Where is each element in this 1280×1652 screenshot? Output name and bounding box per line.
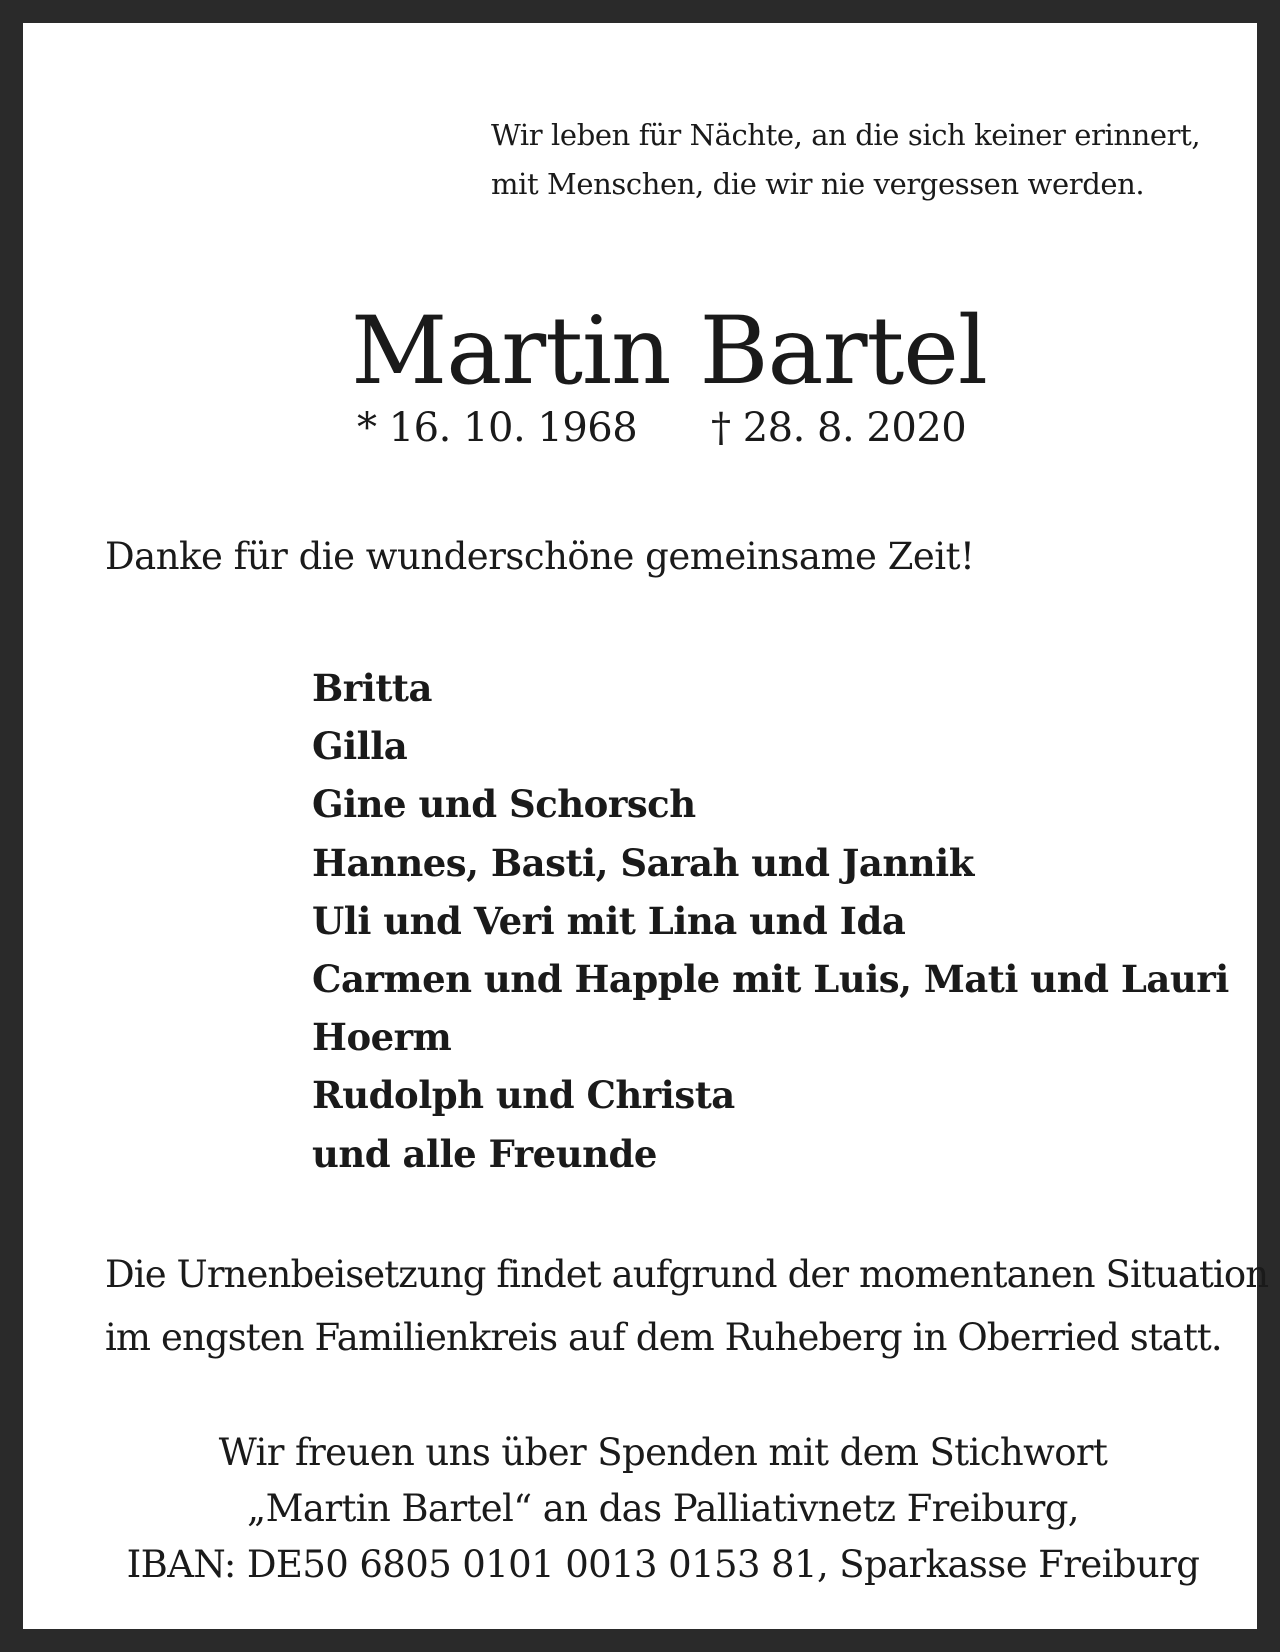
birth-date: * 16. 10. 1968	[357, 405, 638, 451]
mourner-entry: Hoerm	[312, 1015, 452, 1060]
burial-line: Die Urnenbeisetzung findet aufgrund der momentanen Situation	[105, 1253, 1269, 1296]
mourner-entry: Carmen und Happle mit Luis, Mati und Lauri	[312, 957, 1229, 1002]
mourner-entry: Uli und Veri mit Lina und Ida	[312, 898, 906, 943]
mourner-entry: Rudolph und Christa	[312, 1073, 735, 1118]
motto-line: mit Menschen, die wir nie vergessen werden.	[491, 167, 1145, 201]
death-date: † 28. 8. 2020	[711, 405, 967, 451]
thanks-text: Danke für die wunderschöne gemeinsame Zeit!	[105, 535, 975, 578]
donation-iban: IBAN: DE50 6805 0101 0013 0153 81, Sparkasse Freiburg	[126, 1543, 1200, 1586]
burial-line: im engsten Familienkreis auf dem Ruheberg in Oberried statt.	[105, 1316, 1222, 1359]
mourner-entry: Gilla	[312, 724, 408, 769]
donation-line: „Martin Bartel“ an das Palliativnetz Freiburg,	[247, 1487, 1079, 1530]
motto-line: Wir leben für Nächte, an die sich keiner erinnert,	[491, 118, 1201, 152]
mourner-entry: Britta	[312, 666, 432, 710]
deceased-name: Martin Bartel	[350, 297, 987, 406]
mourner-entry: Hannes, Basti, Sarah und Jannik	[312, 840, 974, 885]
mourner-entry: und alle Freunde	[312, 1131, 657, 1176]
mourners-list	[312, 659, 1229, 1183]
mourner-entry: Gine und Schorsch	[312, 782, 696, 827]
burial-info	[105, 1243, 1268, 1369]
motto-quote	[491, 111, 1200, 209]
donation-info	[23, 1425, 1280, 1593]
donation-line: Wir freuen uns über Spenden mit dem Stichwort	[218, 1431, 1108, 1474]
